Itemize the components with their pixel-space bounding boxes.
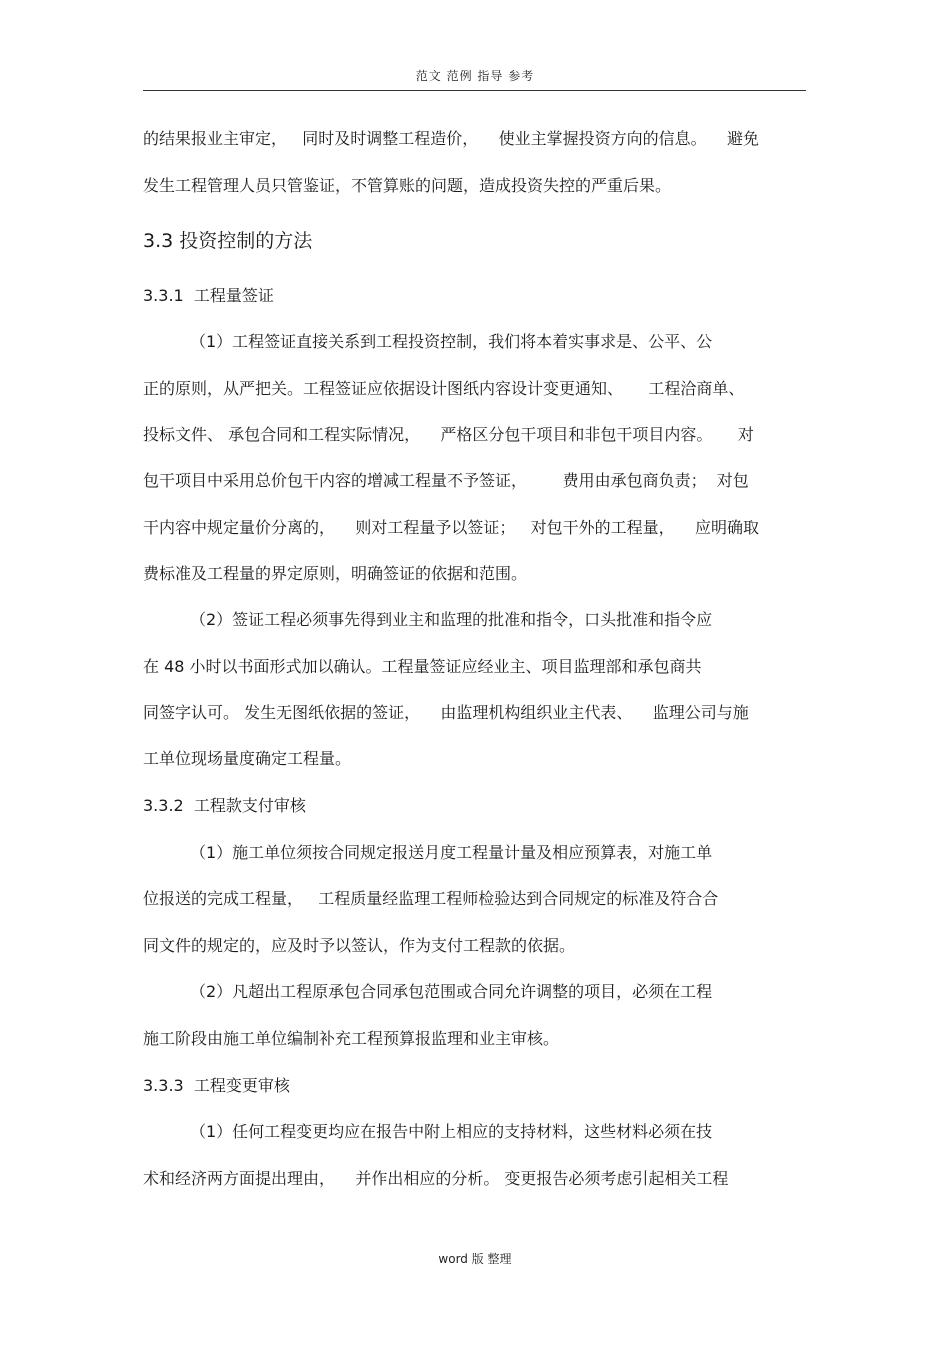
section-heading: 3.3 投资控制的方法 [143, 230, 313, 252]
body-line: 在 48 小时以书面形式加以确认。工程量签证应经业主、项目监理部和承包商共 [143, 657, 702, 676]
body-line: 费标准及工程量的界定原则，明确签证的依据和范围。 [143, 564, 528, 583]
body-line: 正的原则，从严把关。工程签证应依据设计图纸内容设计变更通知、 工程洽商单、 [143, 379, 745, 398]
page-footer: word 版 整理 [438, 1252, 512, 1266]
body-line: 投标文件、 承包合同和工程实际情况， 严格区分包干项目和非包干项目内容。 对 [143, 425, 754, 444]
body-line: 同文件的规定的，应及时予以签认，作为支付工程款的依据。 [143, 936, 576, 955]
body-line: 位报送的完成工程量， 工程质量经监理工程师检验达到合同规定的标准及符合合 [143, 889, 719, 908]
body-line: 的结果报业主审定， 同时及时调整工程造价， 使业主掌握投资方向的信息。 避免 [143, 129, 759, 148]
body-line: 工单位现场量度确定工程量。 [143, 749, 352, 768]
body-line: （1）任何工程变更均应在报告中附上相应的支持材料，这些材料必须在技 [190, 1122, 713, 1141]
subsection-heading: 3.3.2 工程款支付审核 [143, 796, 306, 815]
body-line: 术和经济两方面提出理由， 并作出相应的分析。 变更报告必须考虑引起相关工程 [143, 1169, 729, 1188]
header-divider [143, 90, 806, 91]
body-line: （1）工程签证直接关系到工程投资控制，我们将本着实事求是、公平、公 [190, 332, 713, 351]
body-line: （2）凡超出工程原承包合同承包范围或合同允许调整的项目，必须在工程 [190, 982, 713, 1001]
body-line: 发生工程管理人员只管鉴证，不管算账的问题，造成投资失控的严重后果。 [143, 176, 672, 195]
subsection-heading: 3.3.1 工程量签证 [143, 286, 274, 305]
page-header: 范文 范例 指导 参考 [415, 69, 535, 83]
body-line: 施工阶段由施工单位编制补充工程预算报监理和业主审核。 [143, 1029, 560, 1048]
body-line: 包干项目中采用总价包干内容的增减工程量不予签证， 费用由承包商负责； 对包 [143, 471, 749, 490]
body-line: （1）施工单位须按合同规定报送月度工程量计量及相应预算表，对施工单 [190, 843, 713, 862]
body-line: 同签字认可。 发生无图纸依据的签证， 由监理机构组织业主代表、 监理公司与施 [143, 703, 749, 722]
body-line: 干内容中规定量价分离的， 则对工程量予以签证； 对包干外的工程量， 应明确取 [143, 518, 759, 537]
body-line: （2）签证工程必须事先得到业主和监理的批准和指令，口头批准和指令应 [190, 610, 713, 629]
subsection-heading: 3.3.3 工程变更审核 [143, 1076, 290, 1095]
